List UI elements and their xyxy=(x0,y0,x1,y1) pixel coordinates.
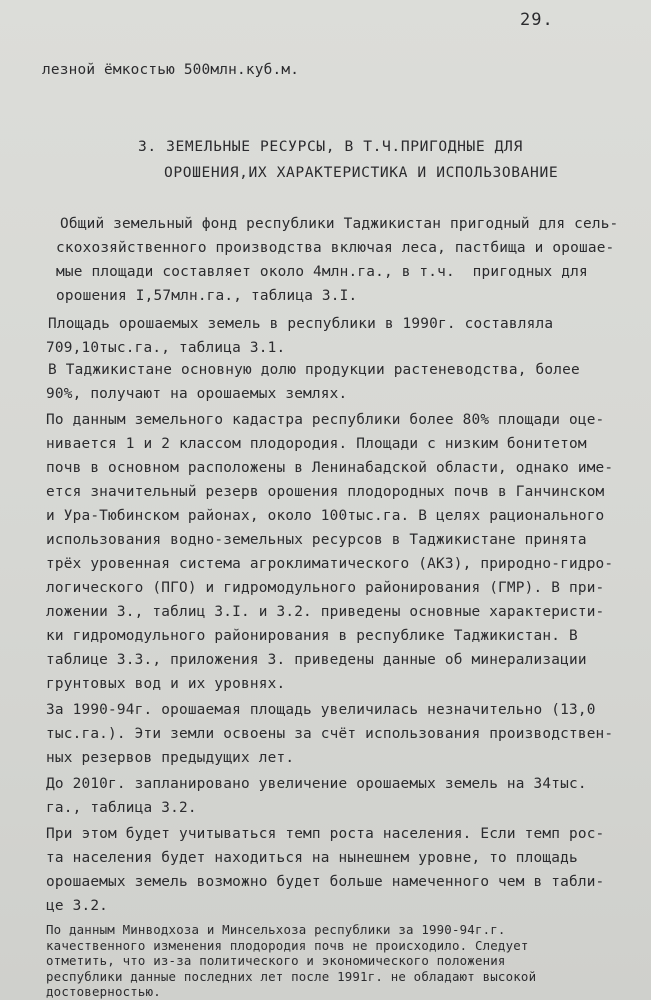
text-line: качественного изменения плодородия почв не происходило. Следует xyxy=(46,937,529,953)
text-line: скохозяйственного производства включая леса, пастбища и орошае- xyxy=(56,240,615,256)
text-line: логического (ПГО) и гидромодульного районирования (ГМР). В при- xyxy=(46,580,605,596)
text-line: отметить, что из-за политического и экономического положения xyxy=(46,953,506,968)
text-line: трёх уровенная система агроклиматического (АКЗ), природно-гидро- xyxy=(46,556,614,572)
text-line: Площадь орошаемых земель в республики в 1990г. составляла xyxy=(48,316,554,332)
section-heading-line: ОРОШЕНИЯ,ИХ ХАРАКТЕРИСТИКА И ИСПОЛЬЗОВАНИЕ xyxy=(164,164,559,181)
text-line: тыс.га.). Эти земли освоены за счёт использования производствен- xyxy=(46,726,614,742)
text-line: та населения будет находиться на нынешнем уровне, то площадь xyxy=(46,850,578,866)
text-line: За 1990-94г. орошаемая площадь увеличилась незначительно (13,0 xyxy=(46,702,596,718)
text-line: орошения I,57млн.га., таблица 3.I. xyxy=(56,288,358,304)
text-line: ных резервов предыдущих лет. xyxy=(46,750,295,766)
text-line: лезной ёмкостью 500млн.куб.м. xyxy=(42,62,300,78)
text-line: При этом будет учитываться темп роста населения. Если темп рос- xyxy=(46,826,605,842)
text-line: ложении 3., таблиц 3.I. и 3.2. приведены основные характеристи- xyxy=(46,604,605,620)
text-line: таблице 3.3., приложения 3. приведены данные об минерализации xyxy=(46,652,587,668)
text-line: По данным Минводхоза и Минсельхоза республики за 1990-94г.г. xyxy=(46,922,506,937)
text-line: грунтовых вод и их уровнях. xyxy=(46,676,286,692)
text-line: орошаемых земель возможно будет больше намеченного чем в табли- xyxy=(46,874,605,890)
text-line: почв в основном расположены в Ленинабадской области, однако име- xyxy=(46,460,614,476)
text-line: нивается 1 и 2 классом плодородия. Площади с низким бонитетом xyxy=(46,436,587,452)
text-line: га., таблица 3.2. xyxy=(46,800,197,816)
page-number: 29. xyxy=(520,10,554,30)
section-heading-line: 3. ЗЕМЕЛЬНЫЕ РЕСУРСЫ, В Т.Ч.ПРИГОДНЫЕ ДЛЯ xyxy=(138,138,523,155)
text-line: В Таджикистане основную долю продукции растеневодства, более xyxy=(48,362,580,378)
text-line: До 2010г. запланировано увеличение орошаемых земель на 34тыс. xyxy=(46,776,587,792)
text-line: мые площади составляет около 4млн.га., в т.ч. пригодных для xyxy=(56,264,588,280)
text-line: 90%, получают на орошаемых землях. xyxy=(46,386,348,402)
text-line: 709,10тыс.га., таблица 3.1. xyxy=(46,340,286,356)
text-line: По данным земельного кадастра республики более 80% площади оце- xyxy=(46,412,605,428)
text-line: и Ура-Тюбинском районах, около 100тыс.га. В целях рационального xyxy=(46,508,605,524)
text-line: использования водно-земельных ресурсов в Таджикистане принята xyxy=(46,532,587,548)
text-line: ется значительный резерв орошения плодородных почв в Ганчинском xyxy=(46,484,605,500)
text-line: достоверностью. xyxy=(46,984,161,999)
text-line: Общий земельный фонд республики Таджикистан пригодный для сель- xyxy=(60,216,619,232)
text-line: республики данные последних лет после 1991г. не обладают высокой xyxy=(46,968,537,984)
text-line: це 3.2. xyxy=(46,898,109,914)
text-line: ки гидромодульного районирования в республике Таджикистан. В xyxy=(46,628,578,644)
